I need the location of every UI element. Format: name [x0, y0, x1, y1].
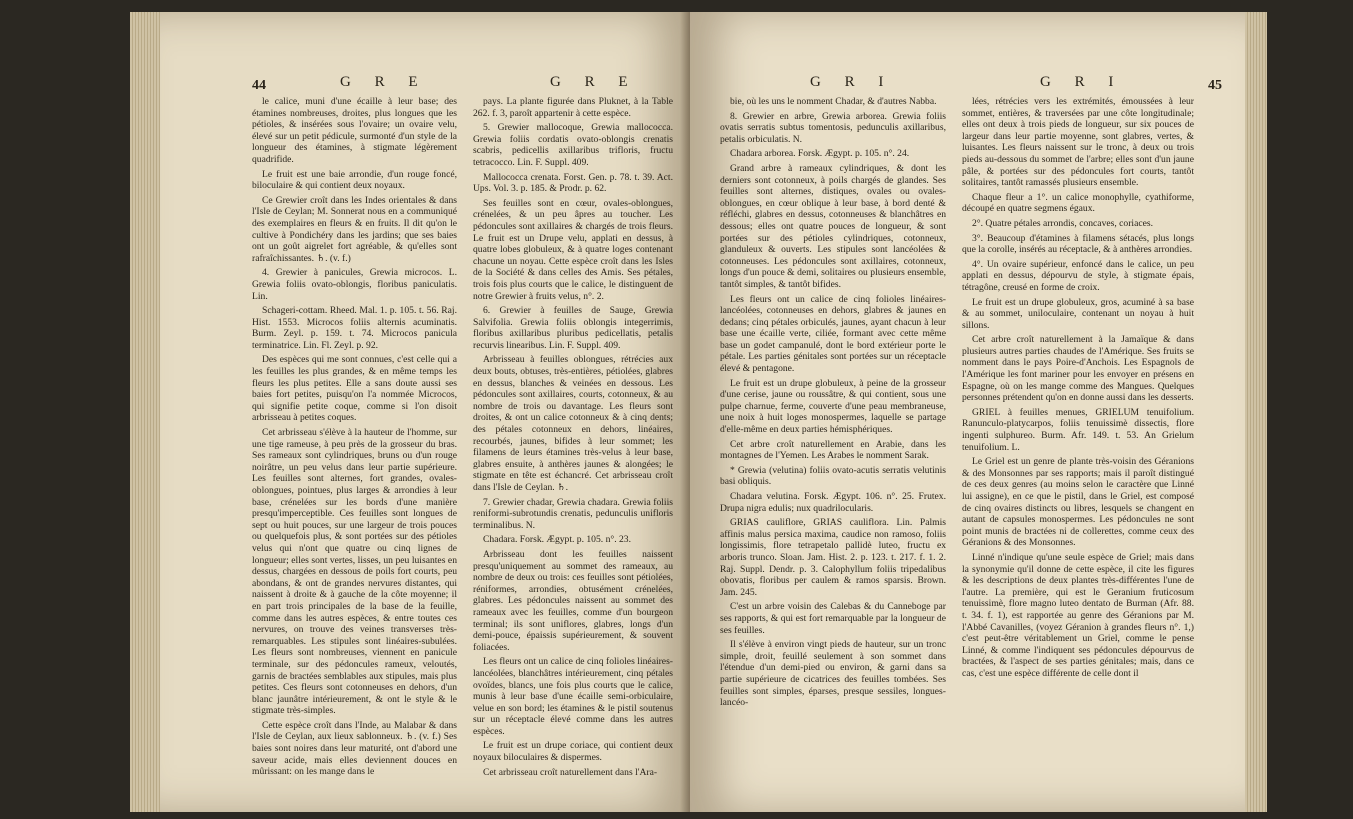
paragraph: Il s'élève à environ vingt pieds de hauteur, sur un tronc simple, droit, feuillé seulement à son sommet dans l'étendue d'un demi-pied ou environ, & garni dans sa partie supérieure de cicatrices des feuilles tombées. Ses feuilles sont simples, éparses, presque sessiles, longues-lancéo- [720, 639, 946, 709]
running-head-left-col1: G R E [340, 74, 428, 90]
paragraph: 5. Grewier mallocoque, Grewia mallococca. Grewia foliis cordatis ovato-oblongis crenatis scabris, pedicellis axillaribus trifloris, fructu tetracocco. Lin. F. Suppl. 409. [473, 122, 673, 168]
paragraph: Le fruit est une baie arrondie, d'un rouge foncé, biloculaire & qui contient deux noyaux. [252, 168, 457, 192]
paragraph: Cette espèce croît dans l'Inde, au Malabar & dans l'Isle de Ceylan, aux lieux sablonneux. ♄. (v. f.) Ses baies sont noires dans leur maturité, ont d'abord une saveur acide, mais elles deviennent douces en mûrissant: on les mange dans le [252, 719, 457, 778]
paragraph: lées, rétrécies vers les extrémités, émoussées à leur sommet, entières, & traversées par une côte longitudinale; elles ont deux à trois pieds de longueur, sur six pouces de largeur dans leur partie moyenne, sont glabres, vertes, & luisantes. Les fleurs naissent sur le tronc, à deux ou trois pieds au-dessous du sommet de l'arbre; elles sont d'un jaune pâle, & portées sur des pédoncules fort courts, tantôt solitaires, tantôt ramassés plusieurs ensemble. [962, 96, 1194, 189]
paragraph: GRIAS cauliflore, GRIAS cauliflora. Lin. Palmis affinis malus persica maxima, caudice non ramoso, foliis longissimis, flore tetrapetalo pallidè luteo, fructu ex arboris trunco. Sloan. Jam. Hist. 2. p. 123. t. 217. f. 1. 2. Raj. Suppl. Dendr. p. 3. Calophyllum foliis tripedalibus obovatis, floribus per caulem & ramos sparsis. Brown. Jam. 245. [720, 517, 946, 598]
paragraph: Ses feuilles sont en cœur, ovales-oblongues, crénelées, & un peu âpres au toucher. Les pédoncules sont axillaires & chargés de trois fleurs. Le fruit est un Drupe velu, applati en dessus, à quatre lobes globuleux, & à quatre loges contenant chacune un noyau. Cette espèce croît dans les Isles de la Société & dans celles des Amis. Ses pétales, trois fois plus courts que le calice, le distinguent de notre Grewier à fruits velus, n°. 2. [473, 197, 673, 302]
paragraph: pays. La plante figurée dans Pluknet, à la Table 262. f. 3, paroît appartenir à cette espèce. [473, 96, 673, 119]
left-page-column-1 [252, 96, 457, 802]
paragraph: GRIEL à feuilles menues, GRIELUM tenuifolium. Ranunculo-platycarpos, foliis tenuissimè dissectis, flore ingenti sulphureo. Burm. Afr. 149. t. 53. An Grielum tenuifolium. L. [962, 406, 1194, 453]
paragraph: 8. Grewier en arbre, Grewia arborea. Grewia foliis ovatis serratis subtus tomentosis, pedunculis axillaribus, petalis orbiculatis. N. [720, 110, 946, 145]
paragraph: 4. Grewier à panicules, Grewia microcos. L. Grewia foliis ovato-oblongis, floribus paniculatis. Lin. [252, 267, 457, 302]
paragraph: 4°. Un ovaire supérieur, enfoncé dans le calice, un peu applati en dessus, dépourvu de style, à stigmate épais, tétragône, creusé en forme de croix. [962, 258, 1194, 293]
paragraph: 6. Grewier à feuilles de Sauge, Grewia Salvifolia. Grewia foliis oblongis integerrimis, floribus axillaribus pluribus pedicellatis, petalis recurvis linearibus. Lin. F. Suppl. 409. [473, 305, 673, 351]
running-head-left-col2: G R E [550, 74, 638, 90]
paragraph: Arbrisseau dont les feuilles naissent presqu'uniquement au sommet des rameaux, au nombre de deux ou trois: ces feuilles sont pétiolées, réniformes, arrondies, obtusément crénelées, glabres. Les pédoncules naissent au sommet des rameaux avec les feuilles, comme d'un bourgeon terminal; ils sont uniflores, glabres, longs d'un demi-pouce, épaissis supérieurement, & souvent foliacées. [473, 548, 673, 653]
paragraph: Ce Grewier croît dans les Indes orientales & dans l'Isle de Ceylan; M. Sonnerat nous en a communiqué des exemplaires en fleurs & en fruits. Il dit qu'on le cultive à Pondichéry dans les jardins; que ses baies ont un goût aigrelet fort agréable, & qu'elles sont rafraîchissantes. ♄. (v. f.) [252, 194, 457, 264]
paragraph: 2°. Quatre pétales arrondis, concaves, coriaces. [972, 217, 1153, 229]
running-head-right-col1: G R I [810, 74, 894, 90]
left-page [160, 12, 690, 812]
paragraph: Chadara. Forsk. Ægypt. p. 105. n°. 23. [483, 534, 632, 546]
paragraph: * Grewia (velutina) foliis ovato-acutis serratis velutinis basi obliquis. [720, 464, 946, 488]
right-page [690, 12, 1245, 812]
paragraph: le calice, muni d'une écaille à leur base; des étamines nombreuses, droites, plus longues que les pétioles, & insérées sous l'ovaire; un ovaire velu, élevé sur un petit pédicule, surmonté d'un style de la longueur des étamines, à stigmate légèrement quadrifide. [252, 96, 457, 165]
paragraph: Mallococca crenata. Forst. Gen. p. 78. t. 39. Act. Ups. Vol. 3. p. 185. & Prodr. p. 62. [473, 171, 673, 195]
paragraph: Le fruit est un drupe coriace, qui contient deux noyaux biloculaires & dispermes. [473, 740, 673, 764]
paragraph: Arbrisseau à feuilles oblongues, rétrécies aux deux bouts, obtuses, très-entières, pétiolées, glabres en dessus, blanches & veinées en dessous. Les pédoncules sont axillaires, courts, cotonneux, & au nombre de trois ou davantage. Les fleurs sont droites, & ont un calice cotonneux & à cinq dents; des pétales cotonneux en dehors, linéaires, recourbés, jaunes, bifides à leur sommet; les filamens de leurs étamines très-velus à leur base, glabres ensuite, à anthères jaunes & alongées; le stigmate en tête est échancré. Cet arbrisseau croît dans l'Isle de Ceylan. ♄. [473, 354, 673, 493]
running-head-right-col2: G R I [1040, 74, 1124, 90]
paragraph: C'est un arbre voisin des Calebas & du Canneboge par ses rapports, & qui est fort remarquable par la longueur de ses feuilles. [720, 601, 946, 636]
paragraph: Chadara arborea. Forsk. Ægypt. p. 105. n°. 24. [730, 148, 910, 160]
paragraph: Le fruit est un drupe globuleux, à peine de la grosseur d'une cerise, jaune ou roussâtre, & qui contient, sous une pulpe charnue, ferme, couverte d'une peau membraneuse, une noix à huit loges monospermes, laquelle se partage d'elle-même en deux parties hémisphériques. [720, 377, 946, 436]
right-page-column-2 [962, 96, 1194, 802]
paragraph: 7. Grewier chadar, Grewia chadara. Grewia foliis reniformi-subrotundis crenatis, pedunculis unifloris terminalibus. N. [473, 496, 673, 531]
paragraph: Schageri-cottam. Rheed. Mal. 1. p. 105. t. 56. Raj. Hist. 1553. Microcos foliis alternis acuminatis. Burm. Zeyl. p. 159. t. 74. Microcos panicula terminatrice. Lin. Fl. Zeyl. p. 92. [252, 305, 457, 351]
paragraph: Cet arbre croît naturellement à la Jamaïque & dans plusieurs autres parties chaudes de l'Amérique. Ses fruits se nomment dans le pays Poire-d'Anchois. Les Espagnols de l'Amérique les font mariner pour les envoyer en présens en Espagne, où on les mange comme des Mangues. Quelques personnes prétendent qu'on en donne aussi dans les desserts. [962, 334, 1194, 404]
left-page-edges [130, 12, 160, 812]
paragraph: Grand arbre à rameaux cylindriques, & dont les derniers sont cotonneux, à poils chargés de glandes. Ses feuilles sont alternes, distiques, ovales ou ovales-oblongues, en cœur oblique à leur base, à bord denté & réfléchi, glabres en dessus, cotonneuses & blanchâtres en dessous; elles ont quatre pouces de longueur, & sont portées sur des pétioles cylindriques, cotonneux, glanduleux & ouverts. Les stipules sont lancéolées & cotonneuses. Les pédoncules sont axillaires, cotonneux, longs d'un pouce & demi, solitaires ou plusieurs ensemble, tantôt simples, & tantôt bifides. [720, 162, 946, 290]
paragraph: Chaque fleur a 1°. un calice monophylle, cyathiforme, découpé en quatre segmens égaux. [962, 191, 1194, 215]
paragraph: Les fleurs ont un calice de cinq folioles linéaires-lancéolées, cotonneuses en dehors, glabres & jaunes en dedans; cinq pétales orbiculés, jaunes, ayant chacun à leur base une écaille verte, ciliée, formant avec cette même base un godet campanulé, dont le bord extérieur porte le pétale. Les parties génitales sont portées sur un réceptacle élevé & pentagone. [720, 293, 946, 375]
paragraph: Des espèces qui me sont connues, c'est celle qui a les feuilles les plus grandes, & en même temps les fleurs les plus petites. Elle a sans doute aussi ses baies fort petites, puisqu'on l'a nommée Microcos, qui signifie petite coque, comme si l'on disoit arbrisseau à petites coques. [252, 354, 457, 424]
paragraph: bie, où les uns le nomment Chadar, & d'autres Nabba. [730, 96, 937, 107]
paragraph: Cet arbre croît naturellement en Arabie, dans les montagnes de l'Yemen. Les Arabes le nomment Sarak. [720, 438, 946, 462]
right-page-edges [1245, 12, 1267, 812]
paragraph: Linné n'indique qu'une seule espèce de Griel; mais dans la synonymie qu'il donne de cette espèce, il cite les figures & les descriptions de deux plantes très-différentes l'une de l'autre. La première, qui est le Geranium fruticosum tenuissimè, flore magno luteo dentato de Burman (Afr. 88. t. 34. f. 1), est rapportée au genre des Géranions par M. l'Abbé Cavanilles, (voyez Géranion à grandes fleurs n°. 1,) c'est peut-être véritablement un Griel, comme le pense Linné, & comme l'indiquent ses pédoncules dépourvus de bractées, & l'aspect de ses parties génitales; mais, dans ce cas, c'est une espèce différente de celle dont il [962, 551, 1194, 679]
paragraph: 3°. Beaucoup d'étamines à filamens sétacés, plus longs que la corolle, insérés au réceptacle, & à anthères arrondies. [962, 232, 1194, 256]
right-page-column-1 [720, 96, 946, 802]
paragraph: Le fruit est un drupe globuleux, gros, acuminé à sa base & au sommet, uniloculaire, contenant un noyau à huit sillons. [962, 296, 1194, 331]
paragraph: Cet arbrisseau s'élève à la hauteur de l'homme, sur une tige rameuse, à peu près de la grosseur du bras. Ses rameaux sont cylindriques, bruns ou d'un rouge noirâtre, un peu velus dans leur partie supérieure. Les feuilles sont alternes, fort grandes, ovales-oblongues, pointues, plus larges & arrondies à leur base, crénelées sur les bords d'une manière presqu'imperceptible. Ces feuilles sont longues de sept ou huit pouces, sur une largeur de trois pouces ou quelquefois plus, & sont portées sur des pétioles velus qui n'ont que quatre ou cinq lignes de longueur; elles sont vertes, lisses, un peu luisantes en dessus, chargées en dessous de poils fort courts, peu abondans, & ont de grandes nervures distantes, qui naissent à droite & à gauche de la côte moyenne; il en part trois principales de la base de la feuille, comme dans les autres espèces, & entre toutes ces nervures, on trouve des veines transverses très-remarquables. Les stipules sont linéaires-subulées. Les fleurs sont nombreuses, viennent en panicule terminale, sur des pédoncules rameux, veloutés, garnis de bractées semblables aux stipules, mais plus petites. Ces fleurs sont cotonneuses en dehors, d'un blanc jaunâtre intérieurement, & ont le style & le stigmate très-simples. [252, 427, 457, 717]
paragraph: Chadara velutina. Forsk. Ægypt. 106. n°. 25. Frutex. Drupa nigra edulis; nux quadrilocularis. [720, 491, 946, 514]
page-number-left: 44 [252, 78, 266, 93]
paragraph: Cet arbrisseau croît naturellement dans l'Ara- [483, 766, 658, 778]
page-number-right: 45 [1208, 78, 1222, 93]
left-page-column-2 [473, 96, 673, 802]
paragraph: Les fleurs ont un calice de cinq folioles linéaires-lancéolées, blanchâtres intérieurement, cinq pétales ovoïdes, blancs, une fois plus courts que le calice, munis à leur base d'une écaille semi-orbiculaire, velue en son bord; les étamines & le pistil soutenus sur un réceptacle élevé comme dans les autres espèces. [473, 656, 673, 737]
paragraph: Le Griel est un genre de plante très-voisin des Géranions & des Monsonnes par ses rapports; mais il paroît distingué de ces deux genres (au moins selon le caractère que Linné lui assigne), en ce que le pistil, dans le Griel, est composé de cinq ovaires distincts ou libres, lesquels se changent en autant de capsules monospermes. Les pédoncules ne sont point munis de bractées ni de collerettes, comme ceux des Géranions & des Monsonnes. [962, 456, 1194, 549]
